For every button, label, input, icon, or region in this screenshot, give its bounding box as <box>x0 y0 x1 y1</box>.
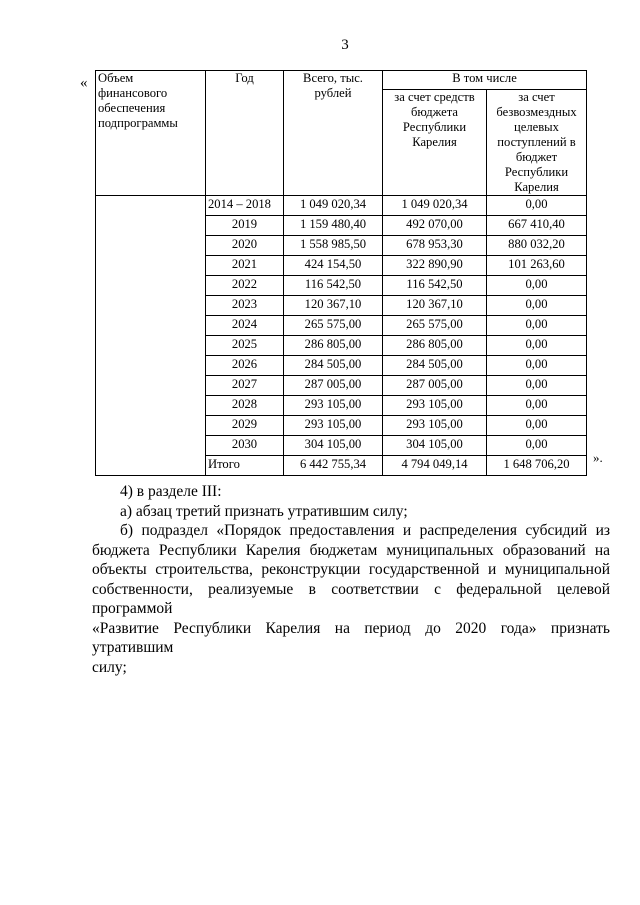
item-b-line: собственности, реализуемые в соответствии с федеральной целевой программой <box>92 580 610 617</box>
item-a-paragraph: а) абзац третий признать утратившим силу; <box>120 502 408 520</box>
year-cell: 2021 <box>206 256 284 276</box>
total-cell: 284 505,00 <box>284 356 383 376</box>
grants-column-header: за счет безвозмездных целевых поступлений в бюджет Республики Карелия <box>487 90 587 196</box>
year-cell: 2030 <box>206 436 284 456</box>
grants-total-cell: 1 648 706,20 <box>487 456 587 476</box>
year-cell: 2023 <box>206 296 284 316</box>
total-cell: 1 049 020,34 <box>284 196 383 216</box>
budget-total-cell: 4 794 049,14 <box>383 456 487 476</box>
budget-cell: 265 575,00 <box>383 316 487 336</box>
budget-cell: 287 005,00 <box>383 376 487 396</box>
financing-table <box>95 70 587 476</box>
grants-cell: 0,00 <box>487 296 587 316</box>
budget-cell: 322 890,90 <box>383 256 487 276</box>
grants-cell: 101 263,60 <box>487 256 587 276</box>
budget-cell: 1 049 020,34 <box>383 196 487 216</box>
item-b-line: бюджета Республики Карелия бюджетам муниципальных образований на <box>92 541 610 559</box>
total-cell: 424 154,50 <box>284 256 383 276</box>
total-cell: 1 159 480,40 <box>284 216 383 236</box>
budget-cell: 120 367,10 <box>383 296 487 316</box>
item-b-line: объекты строительства, реконструкции государственной и муниципальной <box>92 561 610 578</box>
grants-cell: 0,00 <box>487 196 587 216</box>
including-header: В том числе <box>383 71 587 90</box>
year-cell: 2022 <box>206 276 284 296</box>
label-spacer-cell <box>96 196 206 476</box>
grand-total-cell: 6 442 755,34 <box>284 456 383 476</box>
table-row <box>96 196 587 216</box>
grants-cell: 0,00 <box>487 336 587 356</box>
budget-cell: 293 105,00 <box>383 396 487 416</box>
total-row-label: Итого <box>206 456 284 476</box>
year-cell: 2014 – 2018 <box>206 196 284 216</box>
total-cell: 286 805,00 <box>284 336 383 356</box>
year-cell: 2026 <box>206 356 284 376</box>
total-cell: 120 367,10 <box>284 296 383 316</box>
grants-cell: 0,00 <box>487 356 587 376</box>
total-cell: 116 542,50 <box>284 276 383 296</box>
year-cell: 2028 <box>206 396 284 416</box>
budget-cell: 116 542,50 <box>383 276 487 296</box>
table-header-row <box>96 71 587 90</box>
item-b-paragraph <box>92 521 610 677</box>
grants-cell: 880 032,20 <box>487 236 587 256</box>
grants-cell: 0,00 <box>487 376 587 396</box>
item-4-paragraph: 4) в разделе III: <box>120 483 222 500</box>
budget-cell: 304 105,00 <box>383 436 487 456</box>
grants-cell: 0,00 <box>487 276 587 296</box>
budget-cell: 492 070,00 <box>383 216 487 236</box>
year-column-header: Год <box>206 71 284 196</box>
year-cell: 2027 <box>206 376 284 396</box>
page-number: 3 <box>341 37 349 53</box>
total-cell: 287 005,00 <box>284 376 383 396</box>
document-body <box>92 482 610 677</box>
year-cell: 2019 <box>206 216 284 236</box>
grants-cell: 0,00 <box>487 416 587 436</box>
total-cell: 1 558 985,50 <box>284 236 383 256</box>
closing-quote: ». <box>593 450 603 465</box>
total-cell: 293 105,00 <box>284 396 383 416</box>
budget-cell: 284 505,00 <box>383 356 487 376</box>
year-cell: 2029 <box>206 416 284 436</box>
subprogram-financing-label: Объем финансового обеспечения подпрограммы <box>96 71 206 196</box>
budget-cell: 286 805,00 <box>383 336 487 356</box>
year-cell: 2020 <box>206 236 284 256</box>
budget-cell: 678 953,30 <box>383 236 487 256</box>
item-b-line: б) подраздел «Порядок предоставления и распределения субсидий из <box>120 522 610 539</box>
total-cell: 265 575,00 <box>284 316 383 336</box>
budget-cell: 293 105,00 <box>383 416 487 436</box>
total-cell: 293 105,00 <box>284 416 383 436</box>
total-cell: 304 105,00 <box>284 436 383 456</box>
year-cell: 2025 <box>206 336 284 356</box>
year-cell: 2024 <box>206 316 284 336</box>
grants-cell: 667 410,40 <box>487 216 587 236</box>
grants-cell: 0,00 <box>487 396 587 416</box>
total-column-header: Всего, тыс. рублей <box>284 71 383 196</box>
budget-column-header: за счет средств бюджета Республики Карелия <box>383 90 487 196</box>
item-b-line: «Развитие Республики Карелия на период до 2020 года» признать утратившим <box>92 619 610 656</box>
item-b-line: силу; <box>92 658 127 676</box>
grants-cell: 0,00 <box>487 436 587 456</box>
grants-cell: 0,00 <box>487 316 587 336</box>
opening-quote: « <box>80 75 88 91</box>
